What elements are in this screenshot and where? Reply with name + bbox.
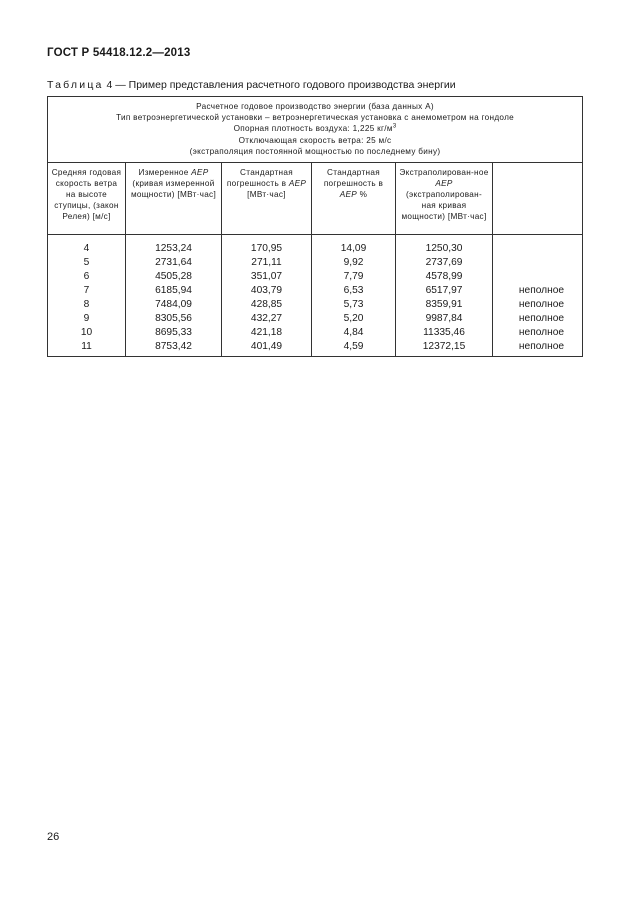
- table-caption-word: Таблица: [47, 79, 104, 91]
- column-header: [312, 163, 396, 235]
- table-row: [48, 312, 583, 326]
- cell-std-pct: 14,09: [312, 242, 396, 256]
- page-number: 26: [47, 831, 60, 843]
- cell-speed: 10: [48, 326, 126, 340]
- column-header-aep: AEP: [288, 179, 307, 189]
- cell-std-abs: 432,27: [222, 312, 312, 326]
- spacer-cell: [222, 235, 312, 243]
- air-density-superscript: 3: [392, 123, 397, 130]
- column-header-text: Стандартная погрешность в: [323, 168, 384, 189]
- cell-measured: 6185,94: [126, 284, 222, 298]
- table-row: [48, 340, 583, 357]
- cell-extrapolated: 11335,46: [396, 326, 493, 340]
- spacer-cell: [312, 235, 396, 243]
- column-header: [222, 163, 312, 235]
- table-info-cell: [48, 97, 583, 163]
- table-row: [48, 270, 583, 284]
- column-header: [126, 163, 222, 235]
- column-header-row: [48, 163, 583, 235]
- cell-measured: 1253,24: [126, 242, 222, 256]
- cell-measured: 8305,56: [126, 312, 222, 326]
- spacer-cell: [396, 235, 493, 243]
- cell-std-pct: 4,59: [312, 340, 396, 357]
- info-line-extrapolation: (экстраполяция постоянной мощностью по последнему бину): [189, 146, 441, 156]
- table-caption-text: 4 — Пример представления расчетного годового производства энергии: [103, 79, 456, 91]
- cell-std-pct: 4,84: [312, 326, 396, 340]
- cell-extrapolated: 12372,15: [396, 340, 493, 357]
- column-header-unit: (кривая измеренной мощности) [МВт·час]: [130, 179, 217, 200]
- info-line-turbine-type: Тип ветроэнергетической установки – ветроэнергетическая установка с анемометром на гондоле: [116, 113, 515, 123]
- column-header-text: Измеренное: [138, 168, 192, 178]
- table-row: [48, 256, 583, 270]
- cell-std-abs: 351,07: [222, 270, 312, 284]
- document-header: ГОСТ Р 54418.12.2—2013: [47, 47, 191, 59]
- cell-extrapolated: 8359,91: [396, 298, 493, 312]
- column-header: [48, 163, 126, 235]
- cell-std-abs: 170,95: [222, 242, 312, 256]
- cell-status: [493, 256, 583, 270]
- cell-std-abs: 271,11: [222, 256, 312, 270]
- cell-extrapolated: 6517,97: [396, 284, 493, 298]
- spacer-cell: [126, 235, 222, 243]
- column-header-unit: %: [357, 190, 368, 200]
- column-header-unit: [МВт·час]: [247, 190, 286, 200]
- table-row: [48, 298, 583, 312]
- cell-speed: 11: [48, 340, 126, 357]
- table-body: [48, 235, 583, 357]
- cell-measured: 4505,28: [126, 270, 222, 284]
- aep-table: [47, 96, 583, 357]
- cell-std-pct: 6,53: [312, 284, 396, 298]
- table-row: [48, 242, 583, 256]
- cell-std-pct: 5,20: [312, 312, 396, 326]
- spacer-cell: [493, 235, 583, 243]
- cell-speed: 5: [48, 256, 126, 270]
- cell-extrapolated: 9987,84: [396, 312, 493, 326]
- cell-std-pct: 5,73: [312, 298, 396, 312]
- air-density-text: Опорная плотность воздуха: 1,225 кг/м: [233, 124, 393, 134]
- cell-std-abs: 428,85: [222, 298, 312, 312]
- cell-status: неполное: [493, 340, 583, 357]
- cell-speed: 9: [48, 312, 126, 326]
- cell-extrapolated: 1250,30: [396, 242, 493, 256]
- cell-speed: 7: [48, 284, 126, 298]
- spacer-cell: [48, 235, 126, 243]
- column-header-unit: (экстраполирован-ная кривая мощности) [МВт·час]: [401, 190, 487, 222]
- cell-std-pct: 7,79: [312, 270, 396, 284]
- cell-speed: 4: [48, 242, 126, 256]
- cell-std-pct: 9,92: [312, 256, 396, 270]
- column-header: [493, 163, 583, 235]
- column-header-text: Средняя годовая скорость ветра на высоте ступицы, (закон Релея) [м/с]: [51, 168, 122, 222]
- cell-std-abs: 401,49: [222, 340, 312, 357]
- cell-speed: 6: [48, 270, 126, 284]
- cell-measured: 8753,42: [126, 340, 222, 357]
- table-caption: [47, 79, 456, 91]
- cell-extrapolated: 4578,99: [396, 270, 493, 284]
- column-header-aep: AEP: [191, 168, 209, 178]
- column-header-aep: AEP: [339, 190, 358, 200]
- cell-status: неполное: [493, 284, 583, 298]
- cell-status: [493, 242, 583, 256]
- column-header-text: Экстраполирован-ное: [399, 168, 489, 178]
- cell-speed: 8: [48, 298, 126, 312]
- column-header-text: Стандартная погрешность в: [226, 168, 293, 189]
- column-header-aep: AEP: [435, 179, 453, 189]
- info-line-air-density: [52, 123, 578, 134]
- cell-measured: 8695,33: [126, 326, 222, 340]
- cell-std-abs: 421,18: [222, 326, 312, 340]
- column-header: [396, 163, 493, 235]
- info-line-cutout-speed: Отключающая скорость ветра: 25 м/с: [238, 135, 392, 145]
- cell-measured: 7484,09: [126, 298, 222, 312]
- cell-measured: 2731,64: [126, 256, 222, 270]
- cell-status: неполное: [493, 298, 583, 312]
- cell-status: [493, 270, 583, 284]
- spacer-row: [48, 235, 583, 243]
- table-row: [48, 326, 583, 340]
- table-row: [48, 284, 583, 298]
- cell-status: неполное: [493, 312, 583, 326]
- cell-std-abs: 403,79: [222, 284, 312, 298]
- cell-status: неполное: [493, 326, 583, 340]
- cell-extrapolated: 2737,69: [396, 256, 493, 270]
- info-line-database: Расчетное годовое производство энергии (база данных А): [196, 102, 434, 111]
